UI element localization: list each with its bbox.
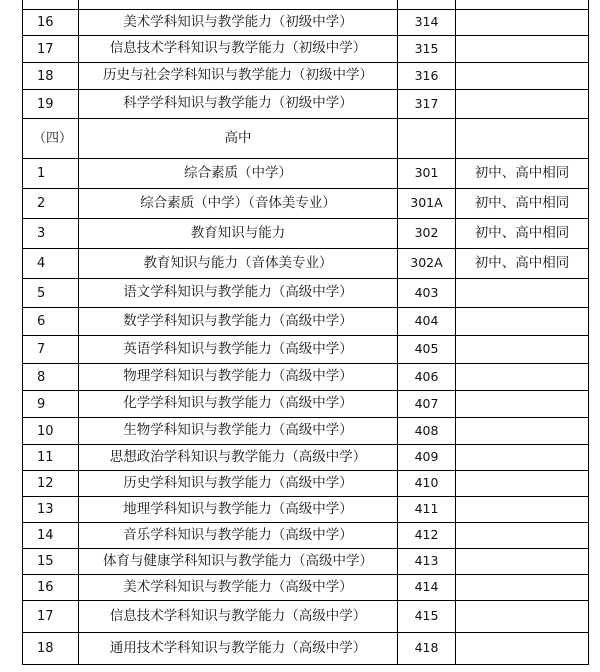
note-cell: [456, 445, 589, 471]
subject-code-cell: 406: [398, 364, 456, 391]
row-number-cell: 15: [23, 549, 79, 575]
subject-name-cell: 科学学科知识与教学能力（初级中学）: [79, 90, 398, 119]
row-number-cell: 2: [23, 189, 79, 219]
subject-name-cell: [79, 0, 398, 10]
subject-name-cell: 数学学科知识与教学能力（高级中学）: [79, 308, 398, 336]
note-cell: [456, 308, 589, 336]
subject-name-cell: 物理学科知识与教学能力（高级中学）: [79, 364, 398, 391]
note-cell: [456, 575, 589, 601]
row-number-cell: 17: [23, 36, 79, 63]
subject-name-cell: 英语学科知识与教学能力（高级中学）: [79, 336, 398, 364]
subject-name-cell: 思想政治学科知识与教学能力（高级中学）: [79, 445, 398, 471]
table-row: [23, 471, 589, 497]
table-row: [23, 601, 589, 633]
subject-code-cell: 317: [398, 90, 456, 119]
table-row: [23, 159, 589, 189]
note-cell: [456, 279, 589, 308]
note-cell: [456, 523, 589, 549]
table-row: [23, 279, 589, 308]
row-number-cell: 5: [23, 279, 79, 308]
row-number-cell: 10: [23, 418, 79, 445]
row-number-cell: 18: [23, 633, 79, 665]
note-cell: [456, 10, 589, 36]
table-row: [23, 575, 589, 601]
table-row: [23, 364, 589, 391]
row-number-cell: [23, 0, 79, 10]
subject-code-cell: 412: [398, 523, 456, 549]
table-row: [23, 549, 589, 575]
table-row: [23, 497, 589, 523]
note-cell: 初中、高中相同: [456, 159, 589, 189]
table-row-cut-off: [23, 0, 589, 10]
row-number-cell: 16: [23, 10, 79, 36]
subject-name-cell: 综合素质（中学）: [79, 159, 398, 189]
section-number-cell: （四）: [23, 119, 79, 159]
row-number-cell: 7: [23, 336, 79, 364]
subject-name-cell: 美术学科知识与教学能力（初级中学）: [79, 10, 398, 36]
table-row: [23, 219, 589, 249]
note-cell: [456, 0, 589, 10]
subject-code-cell: 415: [398, 601, 456, 633]
note-cell: [456, 364, 589, 391]
subject-name-cell: 生物学科知识与教学能力（高级中学）: [79, 418, 398, 445]
row-number-cell: 11: [23, 445, 79, 471]
row-number-cell: 18: [23, 63, 79, 90]
subject-code-cell: 418: [398, 633, 456, 665]
subject-name-cell: 地理学科知识与教学能力（高级中学）: [79, 497, 398, 523]
note-cell: [456, 633, 589, 665]
section-header-row: [23, 119, 589, 159]
subject-code-cell: 315: [398, 36, 456, 63]
subject-name-cell: 综合素质（中学）（音体美专业）: [79, 189, 398, 219]
note-cell: [456, 36, 589, 63]
subject-code-cell: 314: [398, 10, 456, 36]
row-number-cell: 12: [23, 471, 79, 497]
subject-code-cell: 413: [398, 549, 456, 575]
row-number-cell: 16: [23, 575, 79, 601]
table-row: [23, 523, 589, 549]
note-cell: [456, 336, 589, 364]
subject-name-cell: 化学学科知识与教学能力（高级中学）: [79, 391, 398, 418]
table-row: [23, 10, 589, 36]
subject-code-cell: 407: [398, 391, 456, 418]
table-row: [23, 36, 589, 63]
subject-code-cell: 414: [398, 575, 456, 601]
subject-name-cell: 历史学科知识与教学能力（高级中学）: [79, 471, 398, 497]
row-number-cell: 14: [23, 523, 79, 549]
table-row: [23, 63, 589, 90]
section-title-cell: 高中: [79, 119, 398, 159]
note-cell: [456, 391, 589, 418]
row-number-cell: 4: [23, 249, 79, 279]
exam-subject-table: [22, 0, 589, 665]
section-code-cell: [398, 119, 456, 159]
subject-name-cell: 语文学科知识与教学能力（高级中学）: [79, 279, 398, 308]
subject-name-cell: 历史与社会学科知识与教学能力（初级中学）: [79, 63, 398, 90]
table-row: [23, 391, 589, 418]
subject-name-cell: 教育知识与能力: [79, 219, 398, 249]
row-number-cell: 8: [23, 364, 79, 391]
note-cell: [456, 418, 589, 445]
subject-code-cell: 301A: [398, 189, 456, 219]
table-row: [23, 418, 589, 445]
note-cell: [456, 63, 589, 90]
subject-code-cell: 301: [398, 159, 456, 189]
table-row: [23, 189, 589, 219]
note-cell: 初中、高中相同: [456, 189, 589, 219]
subject-code-cell: 302: [398, 219, 456, 249]
subject-name-clipped: [103, 0, 373, 1]
subject-code-cell: 302A: [398, 249, 456, 279]
table-row: [23, 90, 589, 119]
subject-name-cell: 信息技术学科知识与教学能力（高级中学）: [79, 601, 398, 633]
subject-name-cell: 信息技术学科知识与教学能力（初级中学）: [79, 36, 398, 63]
note-cell: [456, 497, 589, 523]
subject-name-cell: 音乐学科知识与教学能力（高级中学）: [79, 523, 398, 549]
note-cell: [456, 471, 589, 497]
row-number-cell: 13: [23, 497, 79, 523]
row-number-cell: 9: [23, 391, 79, 418]
row-number-cell: 6: [23, 308, 79, 336]
subject-code-cell: 405: [398, 336, 456, 364]
note-cell: [456, 601, 589, 633]
subject-code-cell: 316: [398, 63, 456, 90]
subject-name-cell: 教育知识与能力（音体美专业）: [79, 249, 398, 279]
table-row: [23, 336, 589, 364]
note-cell: 初中、高中相同: [456, 249, 589, 279]
subject-name-cell: 美术学科知识与教学能力（高级中学）: [79, 575, 398, 601]
row-number-cell: 1: [23, 159, 79, 189]
subject-code-cell: 411: [398, 497, 456, 523]
note-cell: [456, 549, 589, 575]
subject-name-cell: 体育与健康学科知识与教学能力（高级中学）: [79, 549, 398, 575]
table-row: [23, 633, 589, 665]
subject-code-cell: [398, 0, 456, 10]
subject-code-cell: 408: [398, 418, 456, 445]
table-row: [23, 308, 589, 336]
subject-code-cell: 403: [398, 279, 456, 308]
note-cell: 初中、高中相同: [456, 219, 589, 249]
subject-name-cell: 通用技术学科知识与教学能力（高级中学）: [79, 633, 398, 665]
subject-code-cell: 410: [398, 471, 456, 497]
row-number-cell: 17: [23, 601, 79, 633]
note-cell: [456, 90, 589, 119]
table-row: [23, 445, 589, 471]
subject-code-cell: 409: [398, 445, 456, 471]
row-number-cell: 19: [23, 90, 79, 119]
section-note-cell: [456, 119, 589, 159]
subject-code-cell: 404: [398, 308, 456, 336]
table-body: [23, 0, 589, 665]
table-row: [23, 249, 589, 279]
row-number-cell: 3: [23, 219, 79, 249]
